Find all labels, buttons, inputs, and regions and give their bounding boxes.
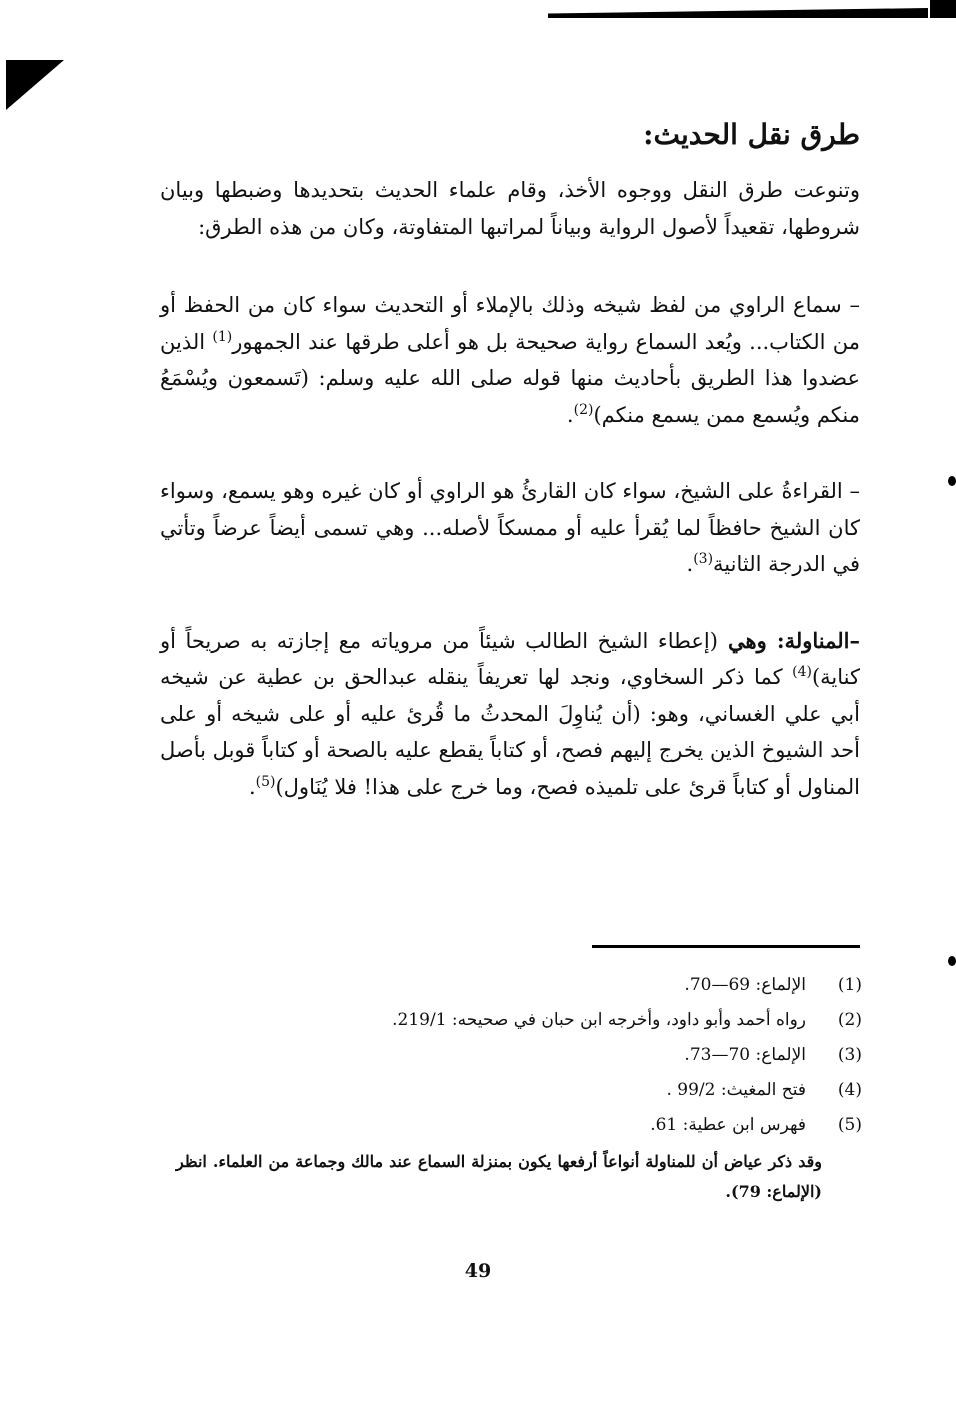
sama-text-before: – سماع الراوي من لفظ شيخه وذلك بالإملاء أو التحديث سواء كان من الحفظ أو من الكتاب... ويُعد السماع رواية صحيحة بل هو أعلى طرقها عند الجمهور <box>160 293 861 354</box>
footnote-number: (4) <box>837 1080 862 1100</box>
section-heading: طرق نقل الحديث: <box>643 118 860 151</box>
footnote-item <box>160 968 870 1003</box>
munawala-text-a: (إعطاء الشيخ الطالب شيئاً من مروياته مع إجازته به صريحاً أو كناية) <box>160 628 860 689</box>
footnote-ref-4[interactable]: (4) <box>792 664 812 680</box>
footnote-text: فتح المغيث: 99/2 . <box>666 1080 806 1100</box>
footnotes <box>160 968 870 1207</box>
footnote-separator <box>592 945 860 948</box>
qiraa-end: . <box>686 552 694 576</box>
main-text <box>160 110 860 845</box>
edge-mark-dot <box>948 476 956 486</box>
footnote-text: فهرس ابن عطية: 61. <box>650 1115 806 1135</box>
footnote-ref-3[interactable]: (3) <box>693 551 714 567</box>
footnote-item <box>160 1038 870 1073</box>
footnote-ref-2[interactable]: (2) <box>573 401 594 418</box>
footnote-item <box>160 1108 870 1143</box>
footnote-number: (3) <box>837 1045 862 1065</box>
footnote-number: (1) <box>837 975 862 995</box>
qiraa-text: – القراءةُ على الشيخ، سواء كان القارئُ هو الراوي أو كان غيره وهو يسمع، وسواء كان الشيخ حافظاً لما يُقرأ عليه أو ممسكاً لأصله... وهي تسمى أيضاً عرضاً وتأتي في الدرجة الثانية <box>160 479 860 576</box>
paragraph-munawala <box>160 623 860 806</box>
paragraph-qiraa <box>160 473 860 583</box>
intro-paragraph: وتنوعت طرق النقل ووجوه الأخذ، وقام علماء الحديث بتحديدها وضبطها وبيان شروطها، تقعيداً لأصول الرواية وبياناً لمراتبها المتفاوتة، وكان من هذه الطرق: <box>160 178 860 239</box>
footnote-text: الإلماع: 70—73. <box>684 1045 806 1065</box>
paragraph-sama <box>160 287 860 433</box>
sama-end: . <box>566 402 574 427</box>
edge-mark-dot <box>948 956 956 966</box>
top-decorative-rule <box>548 8 928 18</box>
top-rule-cap <box>930 0 956 18</box>
footnote-item <box>160 1073 870 1108</box>
footnote-text: الإلماع: 69—70. <box>684 975 806 995</box>
footnote-item <box>160 1003 870 1038</box>
footnote-ref-1[interactable]: (1) <box>212 328 233 345</box>
sama-text-after: الذين عضدوا هذا الطريق بأحاديث منها قوله صلى الله عليه وسلم: (تَسمعون ويُسْمَعُ منكم ويُسمع ممن يسمع منكم) <box>160 329 860 427</box>
munawala-lead: –المناولة: وهي <box>717 627 861 653</box>
footnote-number: (5) <box>837 1115 862 1135</box>
footnote-text: رواه أحمد وأبو داود، وأخرجه ابن حبان في صحيحه: 219/1. <box>392 1010 806 1030</box>
corner-triangle-mark <box>6 60 64 110</box>
page-number: 49 <box>464 1260 492 1282</box>
munawala-end: . <box>248 774 256 799</box>
footnote-extra-note: وقد ذكر عياض أن للمناولة أنواعاً أرفعها يكون بمنزلة السماع عند مالك وجماعة من العلماء. انظر (الإلماع: 79). <box>176 1152 823 1201</box>
munawala-text-b: كما ذكر السخاوي، ونجد لها تعريفاً ينقله عبدالحق بن عطية عن شيخه أبي علي الغساني، وهو: (أن يُناوِلَ المحدثُ ما قُرئ عليه أو على شيخه أو على أحد الشيوخ الذين يخرج إليهم فصح، أو كتاباً يقطع عليه بالصحة أو كتاباً قوبل بأصل المناول أو كتاباً قرئ على تلميذه فصح، وما خرج على هذا! فلا يُنَاول) <box>160 665 860 799</box>
footnote-ref-5[interactable]: (5) <box>255 773 276 790</box>
footnote-number: (2) <box>837 1010 862 1030</box>
